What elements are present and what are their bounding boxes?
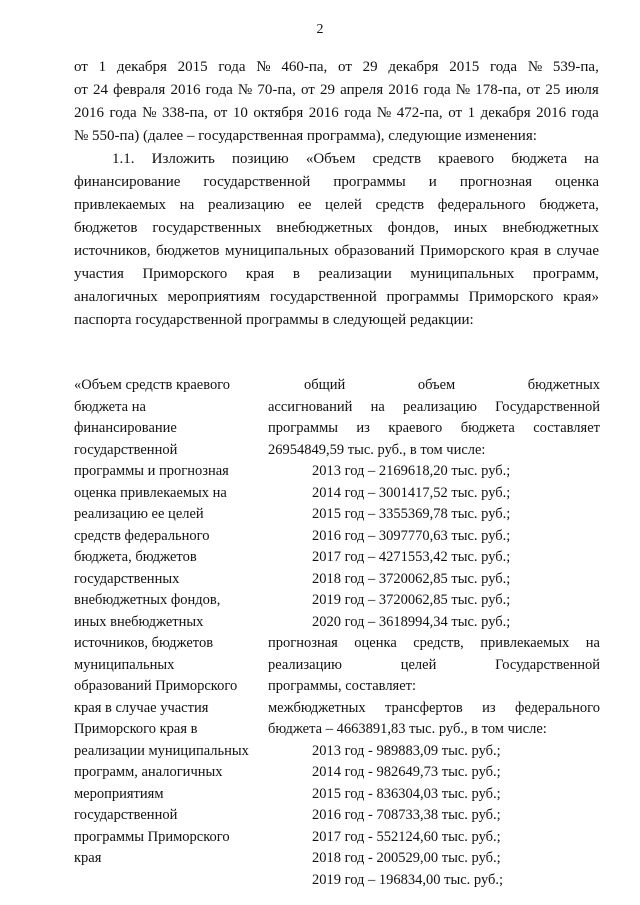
word: 2016 bbox=[536, 105, 567, 121]
word: межбюджетных bbox=[268, 699, 366, 716]
label-line: программы Приморского bbox=[74, 828, 230, 845]
passport-position-value bbox=[268, 375, 600, 891]
word: от bbox=[338, 59, 352, 75]
word: на bbox=[585, 635, 600, 651]
item-line-4 bbox=[74, 217, 599, 240]
word: иных bbox=[453, 220, 488, 236]
federal-amount: бюджета – 4663891,83 тыс. руб., в том числе: bbox=[268, 721, 547, 737]
word: образований bbox=[334, 243, 415, 259]
word: ассигнований bbox=[268, 398, 353, 415]
word: краевого bbox=[388, 420, 443, 436]
word: объем bbox=[417, 377, 456, 393]
label-line: внебюджетных фондов, bbox=[74, 592, 221, 608]
word: из bbox=[482, 699, 496, 716]
word: апреля bbox=[340, 82, 384, 98]
word: года bbox=[218, 59, 246, 75]
word: краевого bbox=[438, 151, 495, 167]
word: источников, bbox=[74, 243, 151, 259]
label-line: программ, аналогичных bbox=[74, 764, 223, 780]
word: прогнозная bbox=[268, 635, 338, 651]
label-line: края bbox=[74, 850, 102, 866]
intro-line-2 bbox=[74, 79, 599, 102]
federal-year-row: 2019 год – 196834,00 тыс. руб.; bbox=[312, 871, 504, 888]
word: трансфертов bbox=[385, 699, 463, 716]
federal-year-row: 2017 год - 552124,60 тыс. руб.; bbox=[312, 828, 501, 845]
label-line: программы и прогнозная bbox=[74, 463, 229, 479]
word: Государственной bbox=[495, 656, 600, 673]
item-line-5 bbox=[74, 240, 599, 263]
word: Приморского bbox=[419, 243, 505, 259]
word: 29 bbox=[320, 82, 335, 98]
word: 178-па, bbox=[475, 82, 522, 98]
word: бюджетов bbox=[74, 220, 138, 236]
word: 70-па, bbox=[257, 82, 296, 98]
regional-year-row: 2016 год – 3097770,63 тыс. руб.; bbox=[312, 527, 511, 544]
page-number: 2 bbox=[316, 22, 324, 37]
word: внебюджетных bbox=[276, 220, 373, 236]
word: мероприятиям bbox=[167, 289, 261, 305]
intro-line-1 bbox=[74, 56, 599, 79]
word: фондов, bbox=[387, 220, 439, 236]
word: 2015 bbox=[449, 59, 480, 75]
total-line bbox=[268, 375, 600, 397]
word: № bbox=[376, 105, 392, 121]
word: 1 bbox=[98, 59, 107, 75]
word: декабря bbox=[480, 105, 531, 121]
word: № bbox=[142, 105, 157, 121]
word: 29 bbox=[362, 59, 378, 75]
word: бюджетов bbox=[156, 243, 220, 259]
regional-year-row: 2020 год – 3618994,34 тыс. руб.; bbox=[312, 613, 511, 630]
word: от bbox=[74, 82, 88, 98]
word: 2016 bbox=[74, 105, 104, 121]
word: целей bbox=[325, 197, 362, 213]
word: целей bbox=[400, 656, 437, 673]
word: 2016 bbox=[388, 82, 419, 98]
regional-year-row: 2015 год – 3355369,78 тыс. руб.; bbox=[312, 506, 511, 522]
word: оценка bbox=[555, 174, 599, 190]
federal-year-row: 2013 год - 989883,09 тыс. руб.; bbox=[312, 742, 501, 759]
word: общий bbox=[304, 377, 346, 393]
federal-year-row: 2015 год - 836304,03 тыс. руб.; bbox=[312, 785, 501, 802]
label-line: бюджета на bbox=[74, 398, 146, 415]
word: от bbox=[300, 82, 315, 98]
word: Приморского bbox=[142, 266, 228, 282]
label-line: муниципальных bbox=[74, 656, 175, 673]
label-line: «Объем средств краевого bbox=[74, 377, 231, 393]
federal-year-row: 2014 год - 982649,73 тыс. руб.; bbox=[312, 764, 501, 780]
word: февраля bbox=[113, 82, 166, 98]
document-body bbox=[74, 56, 599, 332]
regional-year-row: 2017 год – 4271553,42 тыс. руб.; bbox=[312, 549, 511, 565]
word: № bbox=[237, 82, 253, 98]
word: октября bbox=[253, 105, 304, 121]
federal-line bbox=[268, 698, 600, 720]
word: года bbox=[423, 82, 451, 98]
word: года bbox=[571, 105, 599, 121]
word: в bbox=[292, 266, 300, 282]
label-line: государственной bbox=[74, 441, 178, 458]
word: 10 bbox=[232, 105, 248, 121]
word: края bbox=[245, 266, 275, 282]
word: «Объем bbox=[305, 151, 356, 167]
label-line: края в случае участия bbox=[74, 699, 209, 716]
item-line-7 bbox=[74, 286, 599, 309]
item-line-3 bbox=[74, 194, 599, 217]
regional-year-row: 2013 год – 2169618,20 тыс. руб.; bbox=[312, 463, 511, 479]
word: программы bbox=[386, 289, 459, 305]
word: федерального bbox=[515, 699, 600, 716]
label-line: мероприятиям bbox=[74, 785, 164, 802]
word: из bbox=[356, 420, 370, 436]
word: государственной bbox=[203, 174, 311, 190]
label-line: финансирование bbox=[74, 420, 177, 436]
label-line: средств федерального bbox=[74, 527, 210, 544]
word: от bbox=[448, 105, 463, 121]
word: средств bbox=[375, 197, 425, 213]
item-line-6 bbox=[74, 263, 599, 286]
word: государственных bbox=[152, 220, 262, 236]
word: Государственной bbox=[495, 398, 600, 415]
word: ее bbox=[298, 197, 312, 213]
item-line-1 bbox=[74, 148, 599, 171]
word: на bbox=[179, 197, 195, 213]
label-line: бюджета, бюджетов bbox=[74, 549, 197, 565]
word: аналогичных bbox=[74, 289, 158, 305]
word: от bbox=[74, 59, 88, 75]
word: реализацию bbox=[268, 656, 342, 673]
word: от bbox=[526, 82, 541, 98]
word: года bbox=[344, 105, 372, 121]
word: 338-па, bbox=[162, 105, 208, 121]
word: 1.1. bbox=[112, 151, 135, 167]
word: средств, bbox=[413, 635, 464, 651]
word: 24 bbox=[93, 82, 109, 98]
word: муниципальных bbox=[224, 243, 329, 259]
regional-year-row: 2018 год – 3720062,85 тыс. руб.; bbox=[312, 570, 511, 587]
word: 2015 bbox=[177, 59, 208, 75]
word: внебюджетных bbox=[502, 220, 599, 236]
word: участия bbox=[74, 266, 124, 282]
word: программы bbox=[268, 420, 338, 436]
word: июля bbox=[565, 82, 599, 98]
word: бюджета, bbox=[539, 197, 599, 213]
federal-year-row: 2016 год - 708733,38 тыс. руб.; bbox=[312, 807, 501, 823]
word: года bbox=[205, 82, 233, 98]
federal-year-row: 2018 год - 200529,00 тыс. руб.; bbox=[312, 850, 501, 866]
label-line: иных внебюджетных bbox=[74, 613, 204, 630]
word: № bbox=[527, 59, 543, 75]
word: 472-па, bbox=[396, 105, 443, 121]
word: программ, bbox=[532, 266, 599, 282]
word: федерального bbox=[437, 197, 526, 213]
word: года bbox=[489, 59, 518, 75]
word: 2016 bbox=[308, 105, 339, 121]
word: декабря bbox=[116, 59, 167, 75]
passport-position-label bbox=[74, 375, 264, 870]
word: привлекаемых bbox=[480, 635, 570, 651]
label-line: реализацию ее целей bbox=[74, 506, 204, 522]
item-text-8: паспорта государственной программы в следующей редакции: bbox=[74, 312, 474, 328]
word: бюджетных bbox=[527, 377, 600, 393]
word: бюджета bbox=[511, 151, 568, 167]
label-line: Приморского края в bbox=[74, 721, 198, 737]
word: от bbox=[213, 105, 228, 121]
word: № bbox=[455, 82, 471, 98]
word: года bbox=[109, 105, 137, 121]
regional-year-row: 2014 год – 3001417,52 тыс. руб.; bbox=[312, 484, 511, 501]
word: Изложить bbox=[151, 151, 215, 167]
word: в bbox=[543, 243, 552, 259]
label-line: образований Приморского bbox=[74, 678, 238, 694]
word: края bbox=[510, 243, 539, 259]
word: на bbox=[370, 398, 385, 415]
word: прогнозная bbox=[459, 174, 533, 190]
word: привлекаемых bbox=[74, 197, 167, 213]
item-line-2 bbox=[74, 171, 599, 194]
label-line: оценка привлекаемых на bbox=[74, 484, 227, 501]
word: реализацию bbox=[207, 197, 285, 213]
forecast-line bbox=[268, 655, 600, 677]
word: края» bbox=[563, 289, 599, 305]
word: позицию bbox=[231, 151, 289, 167]
word: бюджета bbox=[460, 420, 515, 436]
word: на bbox=[584, 151, 599, 167]
word: 539-па, bbox=[552, 59, 599, 75]
label-line: источников, бюджетов bbox=[74, 635, 214, 651]
total-amount: 26954849,59 тыс. руб., в том числе: bbox=[268, 441, 486, 458]
word: № bbox=[256, 59, 271, 75]
word: средств bbox=[372, 151, 422, 167]
word: муниципальных bbox=[410, 266, 515, 282]
word: реализацию bbox=[402, 398, 477, 415]
word: 25 bbox=[545, 82, 561, 98]
word: случае bbox=[556, 243, 599, 259]
intro-text-4: № 550-па) (далее – государственная программа), следующие изменения: bbox=[74, 128, 537, 144]
word: государственной bbox=[269, 289, 377, 305]
word: 2016 bbox=[170, 82, 201, 98]
item-line-8 bbox=[74, 309, 599, 332]
word: реализации bbox=[318, 266, 392, 282]
label-line: государственных bbox=[74, 570, 180, 587]
word: составляет bbox=[533, 420, 600, 436]
forecast-line bbox=[268, 633, 600, 655]
word: декабря bbox=[388, 59, 439, 75]
word: оценка bbox=[354, 635, 397, 651]
word: программы bbox=[333, 174, 406, 190]
word: Приморского bbox=[468, 289, 554, 305]
word: финансирование bbox=[74, 174, 181, 190]
intro-line-3 bbox=[74, 102, 599, 125]
total-line bbox=[268, 397, 600, 419]
word: 460-па, bbox=[281, 59, 328, 75]
regional-year-row: 2019 год – 3720062,85 тыс. руб.; bbox=[312, 592, 511, 608]
forecast-last-line: программы, составляет: bbox=[268, 678, 417, 694]
label-line: государственной bbox=[74, 807, 178, 823]
intro-line-4 bbox=[74, 125, 599, 148]
total-line bbox=[268, 418, 600, 440]
word: 1 bbox=[467, 105, 476, 121]
label-line: реализации муниципальных bbox=[74, 742, 249, 759]
word: и bbox=[428, 174, 437, 190]
